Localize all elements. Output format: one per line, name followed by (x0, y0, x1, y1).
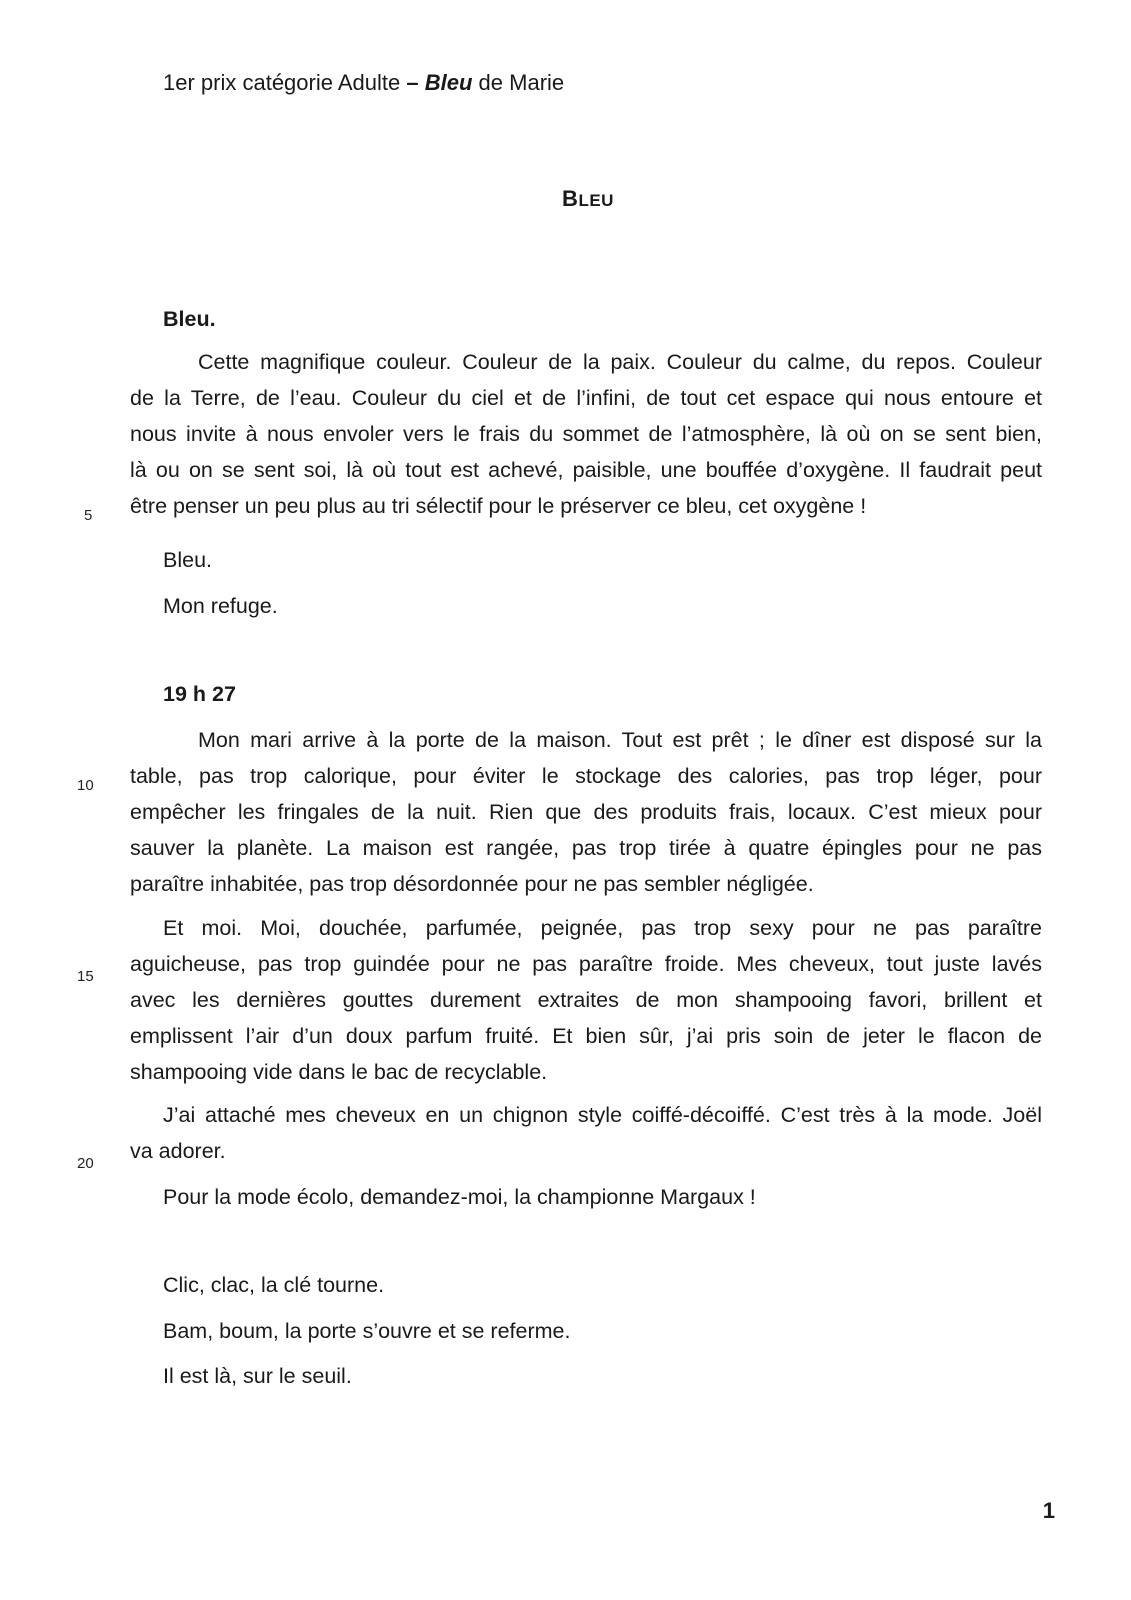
page-title: BLEU (562, 186, 614, 211)
line-ecolo: Pour la mode écolo, demandez-moi, la championne Margaux ! (163, 1185, 756, 1209)
header-dash: – (406, 70, 419, 95)
page-number: 1 (1042, 1498, 1055, 1523)
header-title-ref: Bleu (424, 70, 473, 95)
paragraph-line: va adorer. (130, 1139, 226, 1163)
paragraph-line: Mon mari arrive à la porte de la maison. Tout est prêt ; le dîner est disposé sur la (198, 728, 1042, 752)
paragraph-line: Cette magnifique couleur. Couleur de la paix. Couleur du calme, du repos. Couleur (198, 350, 1042, 374)
paragraph-line: avec les dernières gouttes durement extraites de mon shampooing favori, brillent et (130, 988, 1042, 1012)
document-header (163, 70, 564, 96)
section1-paragraph (130, 344, 1042, 524)
line-number: 20 (77, 1155, 94, 1172)
line-number: 15 (77, 968, 94, 985)
section2-paragraph-2 (130, 910, 1042, 1090)
paragraph-line: là ou on se sent soi, là où tout est achevé, paisible, une bouffée d’oxygène. Il faudrait peut (130, 458, 1042, 482)
section2-paragraph-3 (130, 1097, 1042, 1169)
line-number: 5 (84, 507, 93, 524)
line-clic: Clic, clac, la clé tourne. (163, 1273, 385, 1297)
header-prefix: 1er prix catégorie Adulte (163, 70, 407, 95)
line-seuil: Il est là, sur le seuil. (163, 1364, 352, 1388)
section1-line-refuge: Mon refuge. (163, 594, 278, 618)
paragraph-line: aguicheuse, pas trop guindée pour ne pas paraître froide. Mes cheveux, tout juste lavés (130, 952, 1042, 976)
paragraph-line: de la Terre, de l’eau. Couleur du ciel et de l’infini, de tout cet espace qui nous entoure et (130, 386, 1042, 410)
paragraph-line: J’ai attaché mes cheveux en un chignon style coiffé-décoiffé. C’est très à la mode. Joël (163, 1103, 1042, 1127)
paragraph-line: être penser un peu plus au tri sélectif pour le préserver ce bleu, cet oxygène ! (130, 494, 867, 518)
section1-heading: Bleu. (163, 307, 216, 331)
paragraph-line: emplissent l’air d’un doux parfum fruité. Et bien sûr, j’ai pris soin de jeter le flacon de (130, 1024, 1042, 1048)
paragraph-line: paraître inhabitée, pas trop désordonnée pour ne pas sembler négligée. (130, 872, 814, 896)
line-bam: Bam, boum, la porte s’ouvre et se referme. (163, 1319, 571, 1343)
paragraph-line: sauver la planète. La maison est rangée, pas trop tirée à quatre épingles pour ne pas (130, 836, 1042, 860)
paragraph-line: nous invite à nous envoler vers le frais du sommet de l’atmosphère, là où on se sent bien, (130, 422, 1042, 446)
paragraph-line: shampooing vide dans le bac de recyclable. (130, 1060, 548, 1084)
paragraph-line: Et moi. Moi, douchée, parfumée, peignée, pas trop sexy pour ne pas paraître (163, 916, 1042, 940)
section2-heading: 19 h 27 (163, 682, 236, 706)
section1-line-bleu: Bleu. (163, 548, 213, 572)
section2-paragraph-1 (130, 722, 1042, 902)
paragraph-line: empêcher les fringales de la nuit. Rien que des produits frais, locaux. C’est mieux pour (130, 800, 1042, 824)
paragraph-line: table, pas trop calorique, pour éviter le stockage des calories, pas trop léger, pour (130, 764, 1042, 788)
header-suffix: de Marie (472, 70, 565, 95)
line-number: 10 (77, 777, 94, 794)
